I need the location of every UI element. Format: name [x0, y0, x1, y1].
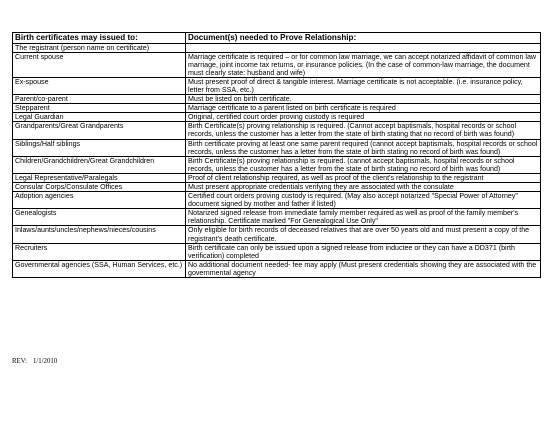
cell-issued-to: Governmental agencies (SSA, Human Services, etc.) — [13, 260, 186, 277]
cell-documents: No additional document needed- fee may apply (Must present credentials showing they are associated with the governmental agency — [186, 260, 541, 277]
cell-documents: Marriage certificate to a parent listed on birth certificate is required — [186, 104, 541, 113]
cell-issued-to: Ex-spouse — [13, 77, 186, 94]
revision-label: REV: — [12, 358, 27, 365]
cell-documents: Marriage certificate is required – or for common law marriage, we can accept notarized affidavit of common law marriage, joint income tax returns, or insurance policies. (In the case of common-law marriage, the document must clearly state: husband and wife) — [186, 52, 541, 77]
relationship-requirements-table — [12, 32, 541, 278]
cell-documents: Birth Certificate(s) proving relationship is required. (Cannot accept baptismals, hospital records or school records, unless the customer has a letter from the state of birth stating that no record of birth was found) — [186, 122, 541, 139]
cell-issued-to: Legal Guardian — [13, 113, 186, 122]
cell-documents: Original, certified court order proving custody is required — [186, 113, 541, 122]
table-row — [13, 173, 541, 182]
table-row — [13, 183, 541, 192]
cell-issued-to: Children/Grandchildren/Great Grandchildren — [13, 156, 186, 173]
table-header-row — [13, 33, 541, 44]
cell-issued-to: Consular Corps/Consulate Offices — [13, 183, 186, 192]
cell-documents: Must present appropriate credentials verifying they are associated with the consulate — [186, 183, 541, 192]
cell-issued-to: Adoption agencies — [13, 192, 186, 209]
revision-date: 1/1/2010 — [32, 358, 58, 365]
cell-documents: Proof of client relationship required, as well as proof of the client's relationship to the registrant — [186, 173, 541, 182]
cell-documents: Birth certificate can only be issued upon a signed release from inductee or they can have a DD371 (birth verification) completed — [186, 243, 541, 260]
table-row — [13, 113, 541, 122]
header-issued-to: Birth certificates may issued to: — [13, 33, 186, 44]
table-row — [13, 243, 541, 260]
cell-documents: Must be listed on birth certificate. — [186, 95, 541, 104]
header-documents-needed: Document(s) needed to Prove Relationship: — [186, 33, 541, 44]
table-row — [13, 156, 541, 173]
table-row — [13, 104, 541, 113]
cell-issued-to: Inlaws/aunts/uncles/nephews/nieces/cousins — [13, 226, 186, 243]
table-row — [13, 209, 541, 226]
cell-issued-to: Recruiters — [13, 243, 186, 260]
table-row — [13, 226, 541, 243]
table-row — [13, 260, 541, 277]
cell-documents: Notarized signed release from immediate family member required as well as proof of the family member's relationship. Certificate marked "For Genealogical Use Only" — [186, 209, 541, 226]
cell-documents: Birth Certificate(s) proving relationship is required. (cannot accept baptismals, hospital records or school records, unless the customer has a letter from the state of birth stating no record of birth was found) — [186, 156, 541, 173]
cell-issued-to: Grandparents/Great Grandparents — [13, 122, 186, 139]
revision-note — [12, 358, 57, 366]
cell-documents — [186, 43, 541, 52]
table-row — [13, 43, 541, 52]
table-row — [13, 52, 541, 77]
cell-issued-to: The registrant (person name on certificate) — [13, 43, 186, 52]
cell-issued-to: Legal Representative/Paralegals — [13, 173, 186, 182]
cell-documents: Must present proof of direct & tangible interest. Marriage certificate is not acceptable. (i.e. insurance policy, letter from SSA, etc.) — [186, 77, 541, 94]
cell-documents: Only eligible for birth records of deceased relatives that are over 50 years old and must present a copy of the registrant's death certificate. — [186, 226, 541, 243]
cell-documents: Birth certificate proving at least one same parent required (cannot accept baptismals, hospital records or school records, unless the customer has a letter from the state of birth stating no record of birth was found) — [186, 139, 541, 156]
cell-issued-to: Genealogists — [13, 209, 186, 226]
cell-issued-to: Parent/co-parent — [13, 95, 186, 104]
table-row — [13, 139, 541, 156]
table-row — [13, 95, 541, 104]
table-row — [13, 192, 541, 209]
cell-issued-to: Stepparent — [13, 104, 186, 113]
cell-documents: Certified court orders proving custody is required. (May also accept notarized "Special Power of Attorney" document signed by mother and father if listed) — [186, 192, 541, 209]
cell-issued-to: Current spouse — [13, 52, 186, 77]
table-row — [13, 122, 541, 139]
cell-issued-to: Siblings/Half siblings — [13, 139, 186, 156]
table-row — [13, 77, 541, 94]
